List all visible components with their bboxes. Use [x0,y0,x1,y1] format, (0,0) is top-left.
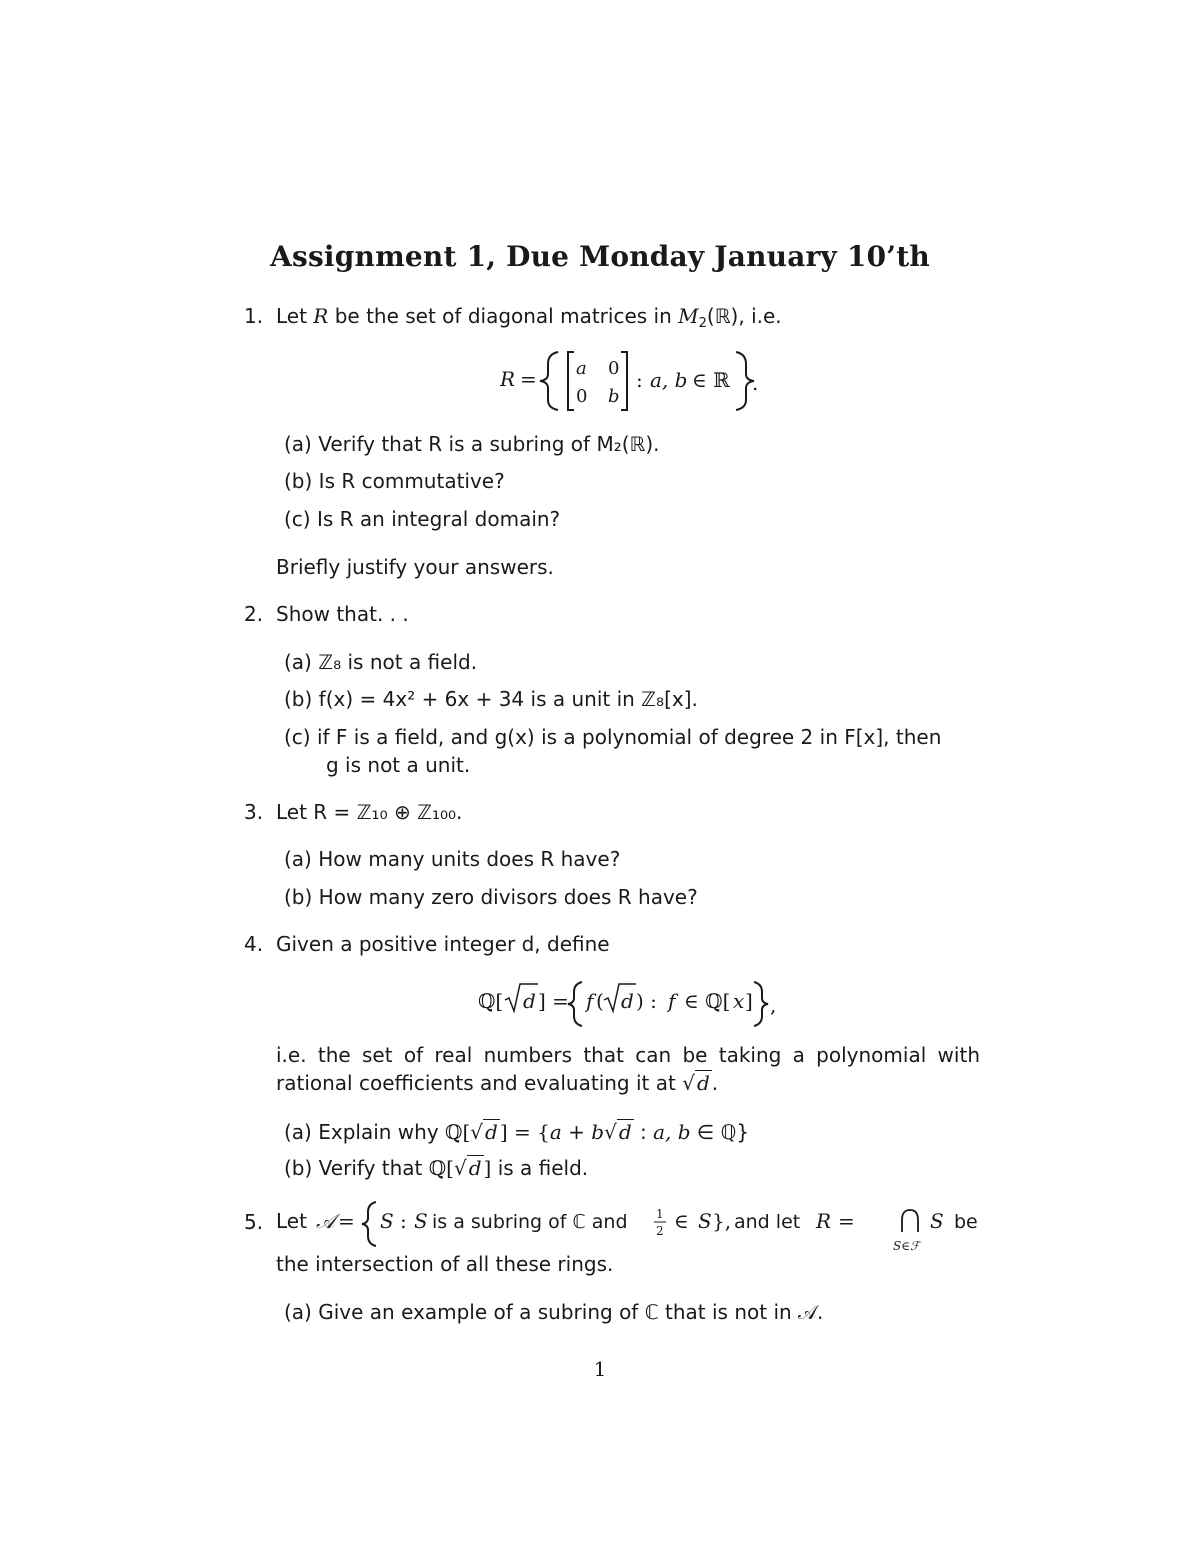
question-4-part-b: (b) Verify that ℚ[√ d ] is a field. [284,1156,589,1180]
svg-text:∈ ℝ: ∈ ℝ [692,368,730,392]
svg-text::: : [400,1209,407,1233]
svg-text::: : [636,368,643,392]
svg-text:2: 2 [656,1224,664,1238]
svg-text:S: S [380,1209,394,1233]
question-4-number: 4. [244,932,264,956]
svg-text:=: = [338,1209,355,1233]
svg-text:=: = [838,1209,855,1233]
svg-text:ℚ[: ℚ[ [478,989,504,1013]
question-3-part-b: (b) How many zero divisors does R have? [284,885,698,909]
svg-text:f: f [586,989,594,1013]
svg-text:S∈ℱ: S∈ℱ [893,1239,920,1253]
svg-text:]: ] [745,989,753,1013]
svg-text:x: x [733,989,745,1013]
svg-text:(: ( [596,989,604,1013]
sqrt-field-formula [478,978,788,1028]
svg-text:∈ ℚ[: ∈ ℚ[ [684,989,731,1013]
question-1-note: Briefly justify your answers. [276,555,554,579]
svg-text:R: R [500,367,516,391]
question-4-explanation-line-2: rational coefficients and evaluating it at √ d . [276,1071,719,1095]
svg-text:d: d [621,989,634,1013]
svg-text:S: S [930,1209,944,1233]
question-5-part-a: (a) Give an example of a subring of ℂ that is not in 𝒜. [284,1300,824,1324]
question-4-definition [478,978,788,1033]
question-1-number: 1. [244,304,264,328]
svg-text:∈: ∈ [674,1209,689,1233]
matrix-set-formula [500,346,760,416]
question-3-number: 3. [244,800,264,824]
question-1-part-a: (a) Verify that R is a subring of M₂(ℝ). [284,432,660,456]
question-1-part-c: (c) Is R an integral domain? [284,507,561,531]
question-1-intro: Let R be the set of diagonal matrices in $M_2(ℝ)$, i.e. [276,304,782,331]
svg-text:1: 1 [656,1207,664,1221]
svg-text:Let: Let [276,1209,307,1233]
svg-text:) :: ) : [636,989,657,1013]
svg-text:be: be [954,1211,978,1233]
question-5-line-2: the intersection of all these rings. [276,1252,614,1276]
question-2-part-c: (c) if F is a field, and g(x) is a polynomial of degree 2 in F[x], then [284,725,942,749]
svg-text:0: 0 [608,358,620,379]
svg-text:𝒜: 𝒜 [316,1209,335,1233]
svg-text:,: , [770,993,777,1017]
svg-text:] =: ] = [538,989,569,1013]
page-title: Assignment 1, Due Monday January 10’th [270,240,930,273]
svg-text:is a subring of ℂ and: is a subring of ℂ and [432,1211,628,1233]
question-4-part-a: (a) Explain why ℚ[√ d ] = {a + b√ d : a, b ∈ ℚ} [284,1120,750,1144]
svg-text:f: f [668,989,676,1013]
question-4-explanation-line-1: i.e. the set of real numbers that can be taking a polynomial with [276,1043,980,1067]
question-3-part-a: (a) How many units does R have? [284,847,621,871]
svg-text:=: = [520,367,537,391]
svg-text:a, b: a, b [650,368,688,392]
svg-text:a: a [576,358,587,379]
svg-text:S: S [414,1209,428,1233]
question-3-intro: Let R = ℤ₁₀ ⊕ ℤ₁₀₀. [276,800,463,824]
svg-text:0: 0 [576,386,588,407]
question-2-intro: Show that. . . [276,602,409,626]
svg-text:S: S [698,1209,712,1233]
svg-text:R: R [816,1209,832,1233]
question-1-part-b: (b) Is R commutative? [284,469,505,493]
svg-text:d: d [523,989,536,1013]
svg-text:.: . [752,371,759,395]
question-2-part-a: (a) ℤ₈ is not a field. [284,650,478,674]
svg-text:b: b [608,386,620,407]
page-number: 1 [593,1357,607,1381]
question-2-part-b: (b) f(x) = 4x² + 6x + 34 is a unit in ℤ₈[x]. [284,687,698,711]
question-2-number: 2. [244,602,264,626]
svg-text:},: }, [712,1209,732,1233]
svg-text:and let: and let [734,1211,801,1233]
question-4-intro: Given a positive integer d, define [276,932,610,956]
question-5-number: 5. [244,1210,264,1234]
question-2-part-c-continued: g is not a unit. [326,753,471,777]
question-1-set-definition [500,346,760,421]
